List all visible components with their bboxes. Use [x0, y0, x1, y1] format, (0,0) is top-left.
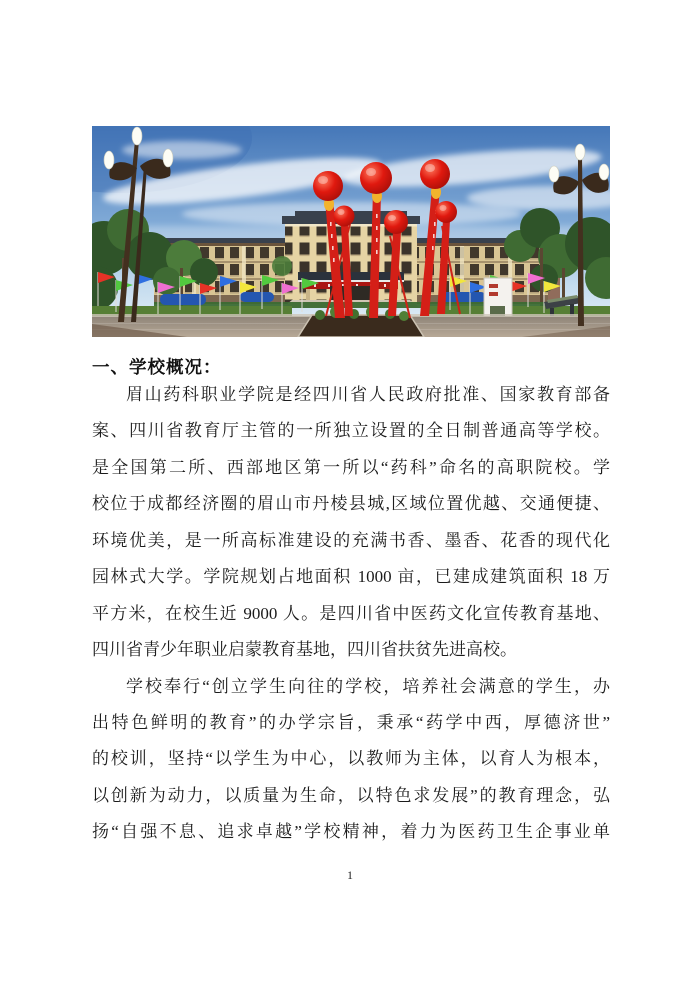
text-line: 以创新为动力，以质量为生命，以特色求发展”的教育理念，弘 — [92, 785, 610, 805]
page-number: 1 — [347, 868, 353, 882]
text-line: 扬“自强不息、追求卓越”学校精神，着力为医药卫生企事业单 — [92, 822, 610, 842]
text-line: 四川省青少年职业启蒙教育基地，四川省扶贫先进高校。 — [92, 640, 517, 660]
campus-photo — [92, 126, 610, 337]
section-heading: 一、学校概况： — [92, 358, 222, 378]
text-line: 案、四川省教育厅主管的一所独立设置的全日制普通高等学校。 — [92, 421, 610, 441]
text-line: 平方米，在校生近 9000 人。是四川省中医药文化宣传教育基地、 — [92, 603, 610, 623]
text-line: 校位于成都经济圈的眉山市丹棱县城,区域位置优越、交通便捷、 — [92, 494, 610, 514]
text-line: 出特色鲜明的教育”的办学宗旨，秉承“药学中西，厚德济世” — [92, 712, 610, 732]
text-line: 是全国第二所、西部地区第一所以“药科”命名的高职院校。学 — [92, 457, 610, 477]
text-line: 环境优美，是一所高标准建设的充满书香、墨香、花香的现代化 — [92, 530, 610, 550]
text-line: 的校训，坚持“以学生为中心，以教师为主体，以育人为根本， — [92, 749, 610, 769]
text-line: 眉山药科职业学院是经四川省人民政府批准、国家教育部备 — [126, 385, 610, 404]
body-text — [92, 377, 610, 851]
text-line: 园林式大学。学院规划占地面积 1000 亩，已建成建筑面积 18 万 — [92, 567, 610, 587]
text-line: 学校奉行“创立学生向往的学校，培养社会满意的学生，办 — [126, 676, 610, 696]
